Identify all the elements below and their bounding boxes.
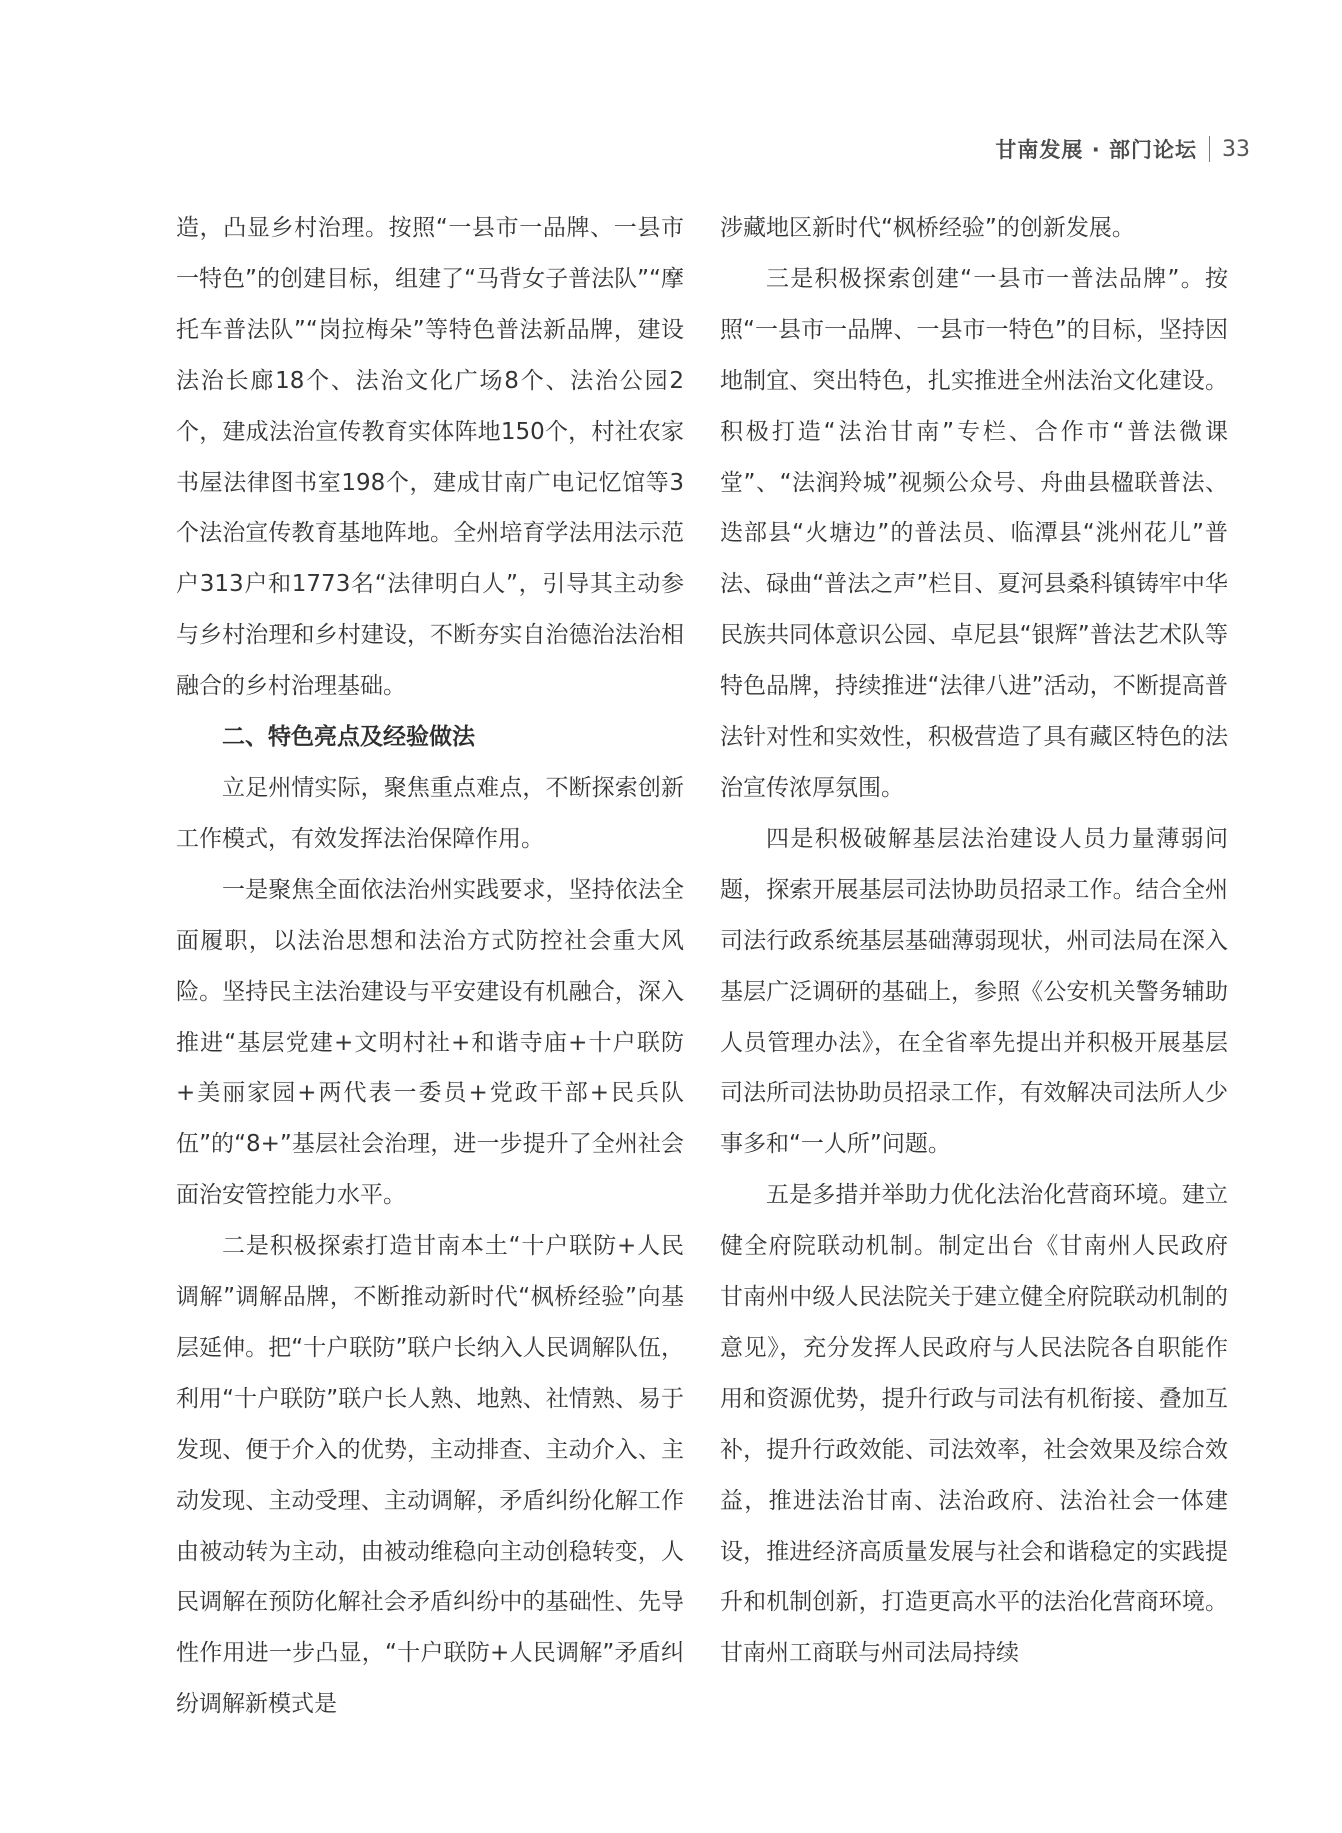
page-number: 33	[1222, 136, 1250, 162]
section-heading: 二、特色亮点及经验做法	[222, 724, 475, 751]
running-header	[995, 132, 1250, 166]
left-paragraph-4: 二是积极探索打造甘南本土“十户联防+人民调解”调解品牌，不断推动新时代“枫桥经验”向基层延伸。把“十户联防”联户长纳入人民调解队伍，利用“十户联防”联户长人熟、地熟、社情熟、易于发现、便于介入的优势，主动排查、主动介入、主动发现、主动受理、主动调解，矛盾纠纷化解工作由被动转为主动，由被动维稳向主动创稳转变，人民调解在预防化解社会矛盾纠纷中的基础性、先导性作用进一步凸显，“十户联防+人民调解”矛盾纠纷调解新模式是	[176, 1233, 684, 1718]
header-divider	[1209, 136, 1210, 162]
right-paragraph-1: 涉藏地区新时代“枫桥经验”的创新发展。	[720, 215, 1135, 241]
right-paragraph-4: 五是多措并举助力优化法治化营商环境。建立健全府院联动机制。制定出台《甘南州人民政府 甘南州中级人民法院关于建立健全府院联动机制的意见》，充分发挥人民政府与人民法院各自职能作用和资源优势，提升行政与司法有机衔接、叠加互补，提升行政效能、司法效率，社会效果及综合效益，推进法治甘南、法治政府、法治社会一体建设，推进经济高质量发展与社会和谐稳定的实践提升和机制创新，打造更高水平的法治化营商环境。甘南州工商联与州司法局持续	[720, 1182, 1228, 1667]
section-title: 甘南发展 · 部门论坛	[995, 138, 1197, 162]
left-paragraph-2: 立足州情实际，聚焦重点难点，不断探索创新工作模式，有效发挥法治保障作用。	[176, 774, 684, 852]
right-paragraph-3: 四是积极破解基层法治建设人员力量薄弱问题，探索开展基层司法协助员招录工作。结合全州司法行政系统基层基础薄弱现状，州司法局在深入基层广泛调研的基础上，参照《公安机关警务辅助人员管理办法》，在全省率先提出并积极开展基层司法所司法协助员招录工作，有效解决司法所人少事多和“一人所”问题。	[720, 825, 1228, 1158]
left-column	[176, 203, 684, 1730]
left-paragraph-3: 一是聚焦全面依法治州实践要求，坚持依法全面履职，以法治思想和法治方式防控社会重大风险。坚持民主法治建设与平安建设有机融合，深入推进“基层党建+文明村社+和谐寺庙+十户联防+美丽家园+两代表一委员+党政干部+民兵队伍”的“8+”基层社会治理，进一步提升了全州社会面治安管控能力水平。	[176, 876, 684, 1209]
left-paragraph-1: 造，凸显乡村治理。按照“一县市一品牌、一县市一特色”的创建目标，组建了“马背女子普法队”“摩托车普法队”“岗拉梅朵”等特色普法新品牌，建设法治长廊18个、法治文化广场8个、法治公园2个，建成法治宣传教育实体阵地150个，村社农家书屋法律图书室198个，建成甘南广电记忆馆等3个法治宣传教育基地阵地。全州培育学法用法示范户313户和1773名“法律明白人”，引导其主动参与乡村治理和乡村建设，不断夯实自治德治法治相融合的乡村治理基础。	[176, 215, 684, 700]
right-column	[720, 203, 1228, 1679]
right-paragraph-2: 三是积极探索创建“一县市一普法品牌”。按照“一县市一品牌、一县市一特色”的目标，坚持因地制宜、突出特色，扎实推进全州法治文化建设。积极打造“法治甘南”专栏、合作市“普法微课堂”、“法润羚城”视频公众号、舟曲县楹联普法、迭部县“火塘边”的普法员、临潭县“洮州花儿”普法、碌曲“普法之声”栏目、夏河县桑科镇铸牢中华民族共同体意识公园、卓尼县“银辉”普法艺术队等特色品牌，持续推进“法律八进”活动，不断提高普法针对性和实效性，积极营造了具有藏区特色的法治宣传浓厚氛围。	[720, 265, 1228, 801]
